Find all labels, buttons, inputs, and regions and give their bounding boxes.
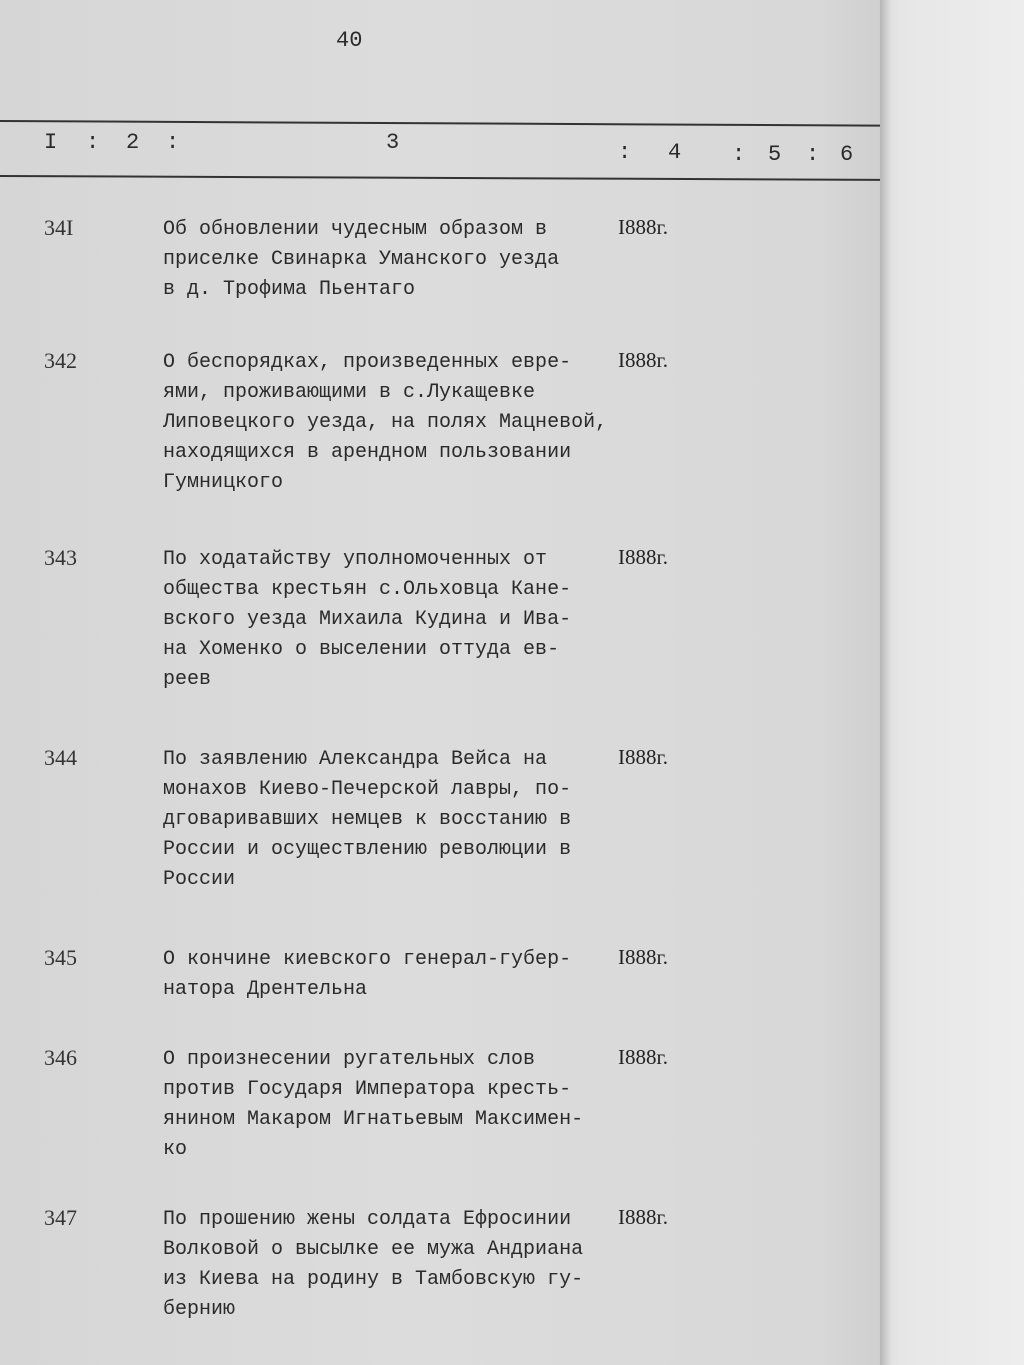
entry-line: ями, проживающими в с.Лукащевке xyxy=(163,381,536,404)
entry-number: 343 xyxy=(44,545,77,570)
entry-line: По заявлению Александра Вейса на xyxy=(163,748,548,771)
entry-line: ко xyxy=(163,1138,188,1161)
entry-description xyxy=(163,348,623,498)
entry-line: натора Дрентельна xyxy=(163,978,368,1001)
entry-number: 344 xyxy=(44,745,77,770)
entry-line: бернию xyxy=(163,1298,236,1321)
entry-line: По прошению жены солдата Ефросинии xyxy=(163,1208,572,1231)
entry-description xyxy=(163,745,623,895)
entry-description xyxy=(163,945,623,1005)
entry-line: России xyxy=(163,868,236,891)
entry-line: По ходатайству уполномоченных от xyxy=(163,548,548,571)
entry-line: приселке Свинарка Уманского уезда xyxy=(163,248,560,271)
column-separator: : xyxy=(732,142,746,167)
column-separator: : xyxy=(166,130,180,155)
entry-line: дговаривавших немцев к восстанию в xyxy=(163,808,572,831)
column-header-1: I xyxy=(44,130,58,155)
entry-number: 34I xyxy=(44,215,74,240)
entry-line: из Киева на родину в Тамбовскую гу- xyxy=(163,1268,584,1291)
entry-year: I888г. xyxy=(618,545,668,569)
entry-line: в д. Трофима Пьентаго xyxy=(163,278,416,301)
entry-line: О произнесении ругательных слов xyxy=(163,1048,536,1071)
entry-line: янином Макаром Игнатьевым Максимен- xyxy=(163,1108,584,1131)
entry-line: Липовецкого уезда, на полях Мацневой, xyxy=(163,411,608,434)
entry-line: находящихся в арендном пользовании xyxy=(163,441,572,464)
column-header-4: 4 xyxy=(668,140,682,165)
entry-line: монахов Киево-Печерской лавры, по- xyxy=(163,778,572,801)
entry-line: на Хоменко о выселении оттуда ев- xyxy=(163,638,560,661)
column-header-3: 3 xyxy=(386,130,400,155)
entry-year: I888г. xyxy=(618,1205,668,1229)
column-separator: : xyxy=(806,142,820,167)
column-header-6: 6 xyxy=(840,142,854,167)
entry-description xyxy=(163,215,623,305)
entry-year: I888г. xyxy=(618,945,668,969)
entry-line: вского уезда Михаила Кудина и Ива- xyxy=(163,608,572,631)
entry-description xyxy=(163,1045,623,1165)
entry-line: О беспорядках, произведенных евре- xyxy=(163,351,572,374)
page-number: 40 xyxy=(336,28,363,53)
entry-description xyxy=(163,545,623,695)
header-rule-top xyxy=(0,120,880,127)
column-header-2: 2 xyxy=(126,130,140,155)
header-rule-bottom xyxy=(0,175,880,181)
entry-line: О кончине киевского генерал-губер- xyxy=(163,948,572,971)
column-separator: : xyxy=(618,140,632,165)
entry-line: Волковой о высылке ее мужа Андриана xyxy=(163,1238,584,1261)
entry-number: 342 xyxy=(44,348,77,373)
entry-line: России и осуществлению революции в xyxy=(163,838,572,861)
entry-year: I888г. xyxy=(618,1045,668,1069)
entry-line: Об обновлении чудесным образом в xyxy=(163,218,548,241)
entry-line: реев xyxy=(163,668,212,691)
entry-description xyxy=(163,1205,623,1325)
entry-number: 346 xyxy=(44,1045,77,1070)
entry-year: I888г. xyxy=(618,348,668,372)
entry-year: I888г. xyxy=(618,215,668,239)
entry-line: общества крестьян с.Ольховца Кане- xyxy=(163,578,572,601)
column-header-5: 5 xyxy=(768,142,782,167)
entry-number: 345 xyxy=(44,945,77,970)
column-separator: : xyxy=(86,130,100,155)
entry-line: против Государя Императора кресть- xyxy=(163,1078,572,1101)
entry-year: I888г. xyxy=(618,745,668,769)
entry-line: Гумницкого xyxy=(163,471,284,494)
entry-number: 347 xyxy=(44,1205,77,1230)
page-edge-shadow xyxy=(880,0,1024,1365)
